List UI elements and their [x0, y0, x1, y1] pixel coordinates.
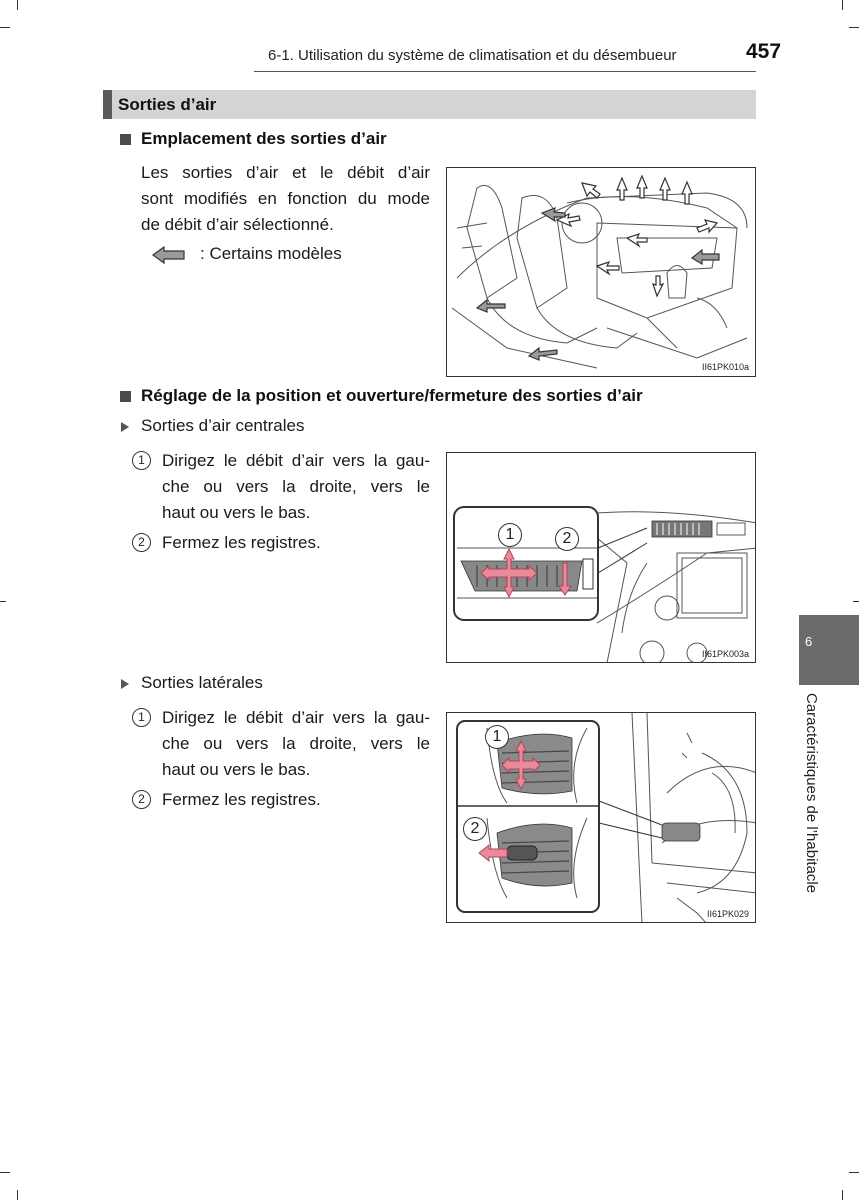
callout-number: 2: [463, 817, 487, 841]
side-step-2-text: [162, 787, 430, 813]
crop-mark: [17, 1190, 18, 1200]
callout-number: 1: [498, 523, 522, 547]
center-vents-figure: [446, 452, 756, 663]
figure-code: II61PK003a: [701, 649, 749, 659]
chapter-tab: [799, 615, 859, 685]
step-number: 2: [132, 790, 151, 809]
chapter-number: 6: [805, 634, 813, 649]
paragraph-line: Dirigez le débit d’air vers la gau-: [162, 451, 430, 470]
callout-number: 2: [555, 527, 579, 551]
crop-mark: [17, 0, 18, 10]
crop-mark: [842, 0, 843, 10]
header-rule: [254, 71, 756, 72]
crop-mark: [0, 601, 6, 602]
crop-mark: [849, 1172, 859, 1173]
triangle-bullet-icon: [121, 679, 129, 689]
cabin-vents-figure: [446, 167, 756, 377]
paragraph-line: Les sorties d’air et le débit d’air: [141, 163, 430, 182]
crop-mark: [853, 601, 859, 602]
legend-text: : Certains modèles: [200, 244, 342, 263]
step-number: 1: [132, 708, 151, 727]
center-step-2-text: [162, 530, 430, 556]
location-paragraph: [141, 160, 430, 238]
grey-arrow-icon: [152, 246, 186, 264]
square-bullet-icon: [120, 134, 131, 145]
square-bullet-icon: [120, 391, 131, 402]
callout-number: 1: [485, 725, 509, 749]
paragraph-line: haut ou vers le bas.: [162, 503, 311, 522]
figure-code: II61PK010a: [701, 362, 749, 372]
crop-mark: [0, 1172, 10, 1173]
paragraph-line: che ou vers la droite, vers le: [162, 477, 430, 496]
paragraph-line: Fermez les registres.: [162, 790, 321, 809]
paragraph-line: che ou vers la droite, vers le: [162, 734, 430, 753]
crop-mark: [0, 27, 10, 28]
center-step-1-text: [162, 448, 430, 526]
location-heading: Emplacement des sorties d’air: [141, 129, 387, 148]
paragraph-line: sont modifiés en fonction du mode: [141, 189, 430, 208]
paragraph-line: Dirigez le débit d’air vers la gau-: [162, 708, 430, 727]
chapter-label: Caractéristiques de l’habitacle: [803, 693, 820, 894]
crop-mark: [842, 1190, 843, 1200]
crop-mark: [849, 27, 859, 28]
step-number: 2: [132, 533, 151, 552]
side-vents-label: Sorties latérales: [141, 673, 263, 692]
triangle-bullet-icon: [121, 422, 129, 432]
step-number: 1: [132, 451, 151, 470]
header-title: 6-1. Utilisation du système de climatisation et du désembueur: [268, 47, 677, 64]
side-vents-figure: [446, 712, 756, 923]
center-vents-label: Sorties d’air centrales: [141, 416, 305, 435]
section-title: Sorties d’air: [118, 95, 217, 114]
adjust-heading: Réglage de la position et ouverture/fermeture des sorties d’air: [141, 386, 643, 405]
side-step-1-text: [162, 705, 430, 783]
page-number: 457: [746, 40, 782, 63]
paragraph-line: Fermez les registres.: [162, 533, 321, 552]
paragraph-line: haut ou vers le bas.: [162, 760, 311, 779]
figure-code: II61PK029: [706, 909, 749, 919]
paragraph-line: de débit d’air sélectionné.: [141, 215, 334, 234]
